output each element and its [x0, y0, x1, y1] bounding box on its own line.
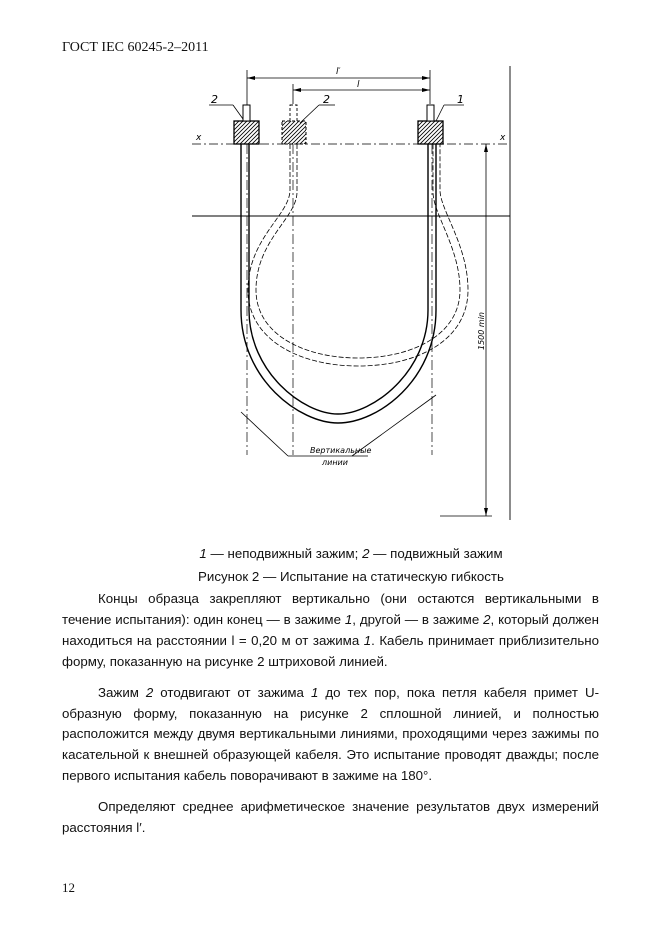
paragraph-3: Определяют среднее арифметическое значение результатов двух измерений расстояния l′. — [62, 799, 599, 836]
callout-2-middle: 2 — [323, 93, 330, 106]
legend-key-1: 1 — [199, 546, 207, 561]
leader-line — [300, 105, 319, 123]
clamp-stem — [243, 105, 250, 121]
label-vertical-lines-1: Вертикальные — [310, 446, 372, 455]
cable-u-loop-outer — [241, 144, 436, 423]
callout-1: 1 — [457, 93, 464, 106]
axis-label-x-right: x — [500, 133, 506, 143]
callout-2-left: 2 — [211, 93, 218, 106]
legend-text-2: — подвижный зажим — [369, 546, 503, 561]
page-number: 12 — [62, 880, 75, 895]
legend-key-2: 2 — [362, 546, 370, 561]
cable-loop-initial-outer — [248, 144, 468, 366]
leader-line — [233, 105, 243, 119]
cable-u-loop-inner — [249, 144, 428, 414]
clamp-stem — [290, 105, 297, 121]
label-vertical-lines-2: линии — [322, 458, 348, 467]
paragraph-2: Зажим 2 отодвигают от зажима 1 до тех пор, пока петля кабеля примет U-образную форму, показанную на рисунке 2 сплошной линией, и полностью расположится между двумя вертикальными линиями, проходящими через зажимы по касательной к внешней образующей кабеля. Это испытание проводят дважды; после первого испытания кабель поворачивают в зажиме на 180°. — [62, 684, 599, 784]
clamp-middle — [282, 121, 306, 144]
document-header: ГОСТ IEC 60245-2–2011 — [62, 40, 209, 55]
dimension-label-1500: 1500 min — [477, 312, 486, 350]
leader-line — [241, 412, 288, 456]
figure-legend — [62, 546, 640, 561]
leader-line — [436, 105, 444, 121]
clamp-right — [418, 121, 443, 144]
dimension-label-l-prime: l′ — [336, 67, 341, 77]
paragraph-1: Концы образца закрепляют вертикально (они остаются вертикальными в течение испытания): один конец — в зажиме 1, другой — в зажиме 2, который должен находиться на расстоянии l = 0,20 м от зажима 1. Кабель принимает приблизительно форму, показанную на рисунке 2 штриховой линией. — [62, 591, 599, 669]
legend-text-1: — неподвижный зажим; — [206, 546, 363, 561]
dimension-label-l: l — [357, 80, 360, 90]
axis-label-x-left: x — [196, 133, 202, 143]
static-flexibility-figure — [190, 62, 520, 524]
cable-loop-initial-inner — [256, 144, 460, 358]
clamp-left — [234, 121, 259, 144]
body-text — [62, 589, 599, 839]
clamp-stem — [427, 105, 434, 121]
figure-caption: Рисунок 2 — Испытание на статическую гибкость — [198, 569, 504, 584]
